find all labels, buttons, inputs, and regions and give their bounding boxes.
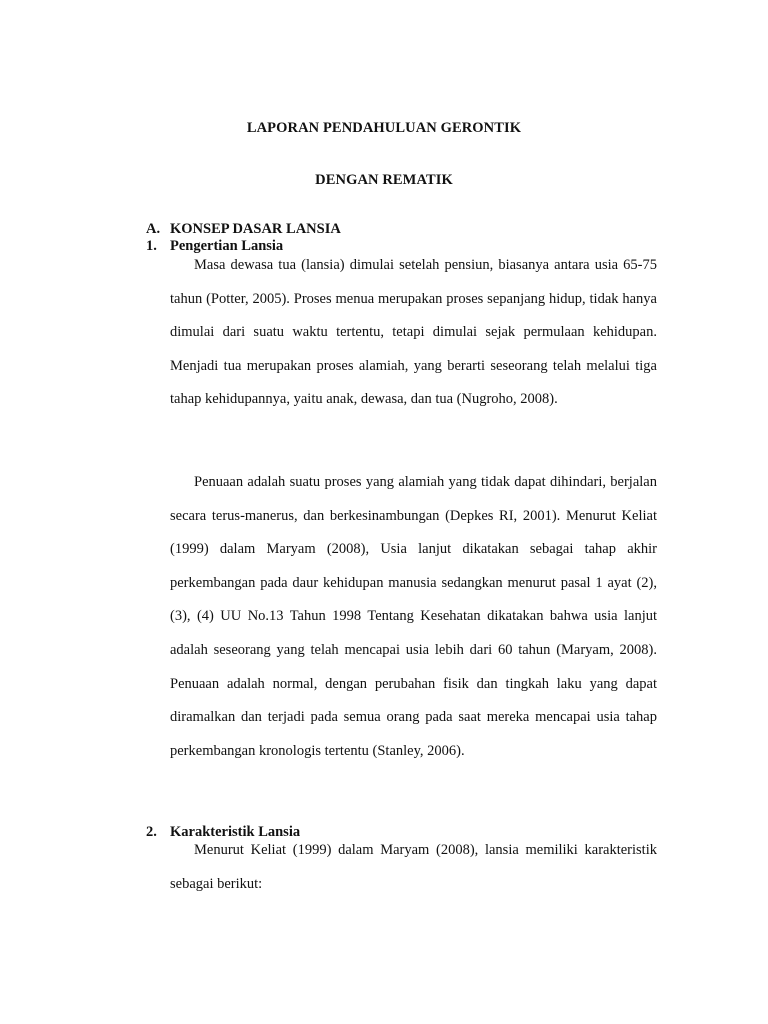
paragraph-pengertian-1: Masa dewasa tua (lansia) dimulai setelah pensiun, biasanya antara usia 65-75 tahun (Potter, 2005). Proses menua merupakan proses sepanjang hidup, tidak hanya dimulai dari suatu waktu tertentu, tetapi dimulai sejak permulaan kehidupan. Menjadi tua merupakan proses alamiah, yang berarti seseorang telah melalui tiga tahap kehidupannya, yaitu anak, dewasa, dan tua (Nugroho, 2008). (170, 257, 657, 408)
subsection-label: Pengertian Lansia (170, 238, 284, 254)
document-title: LAPORAN PENDAHULUAN GERONTIK (246, 120, 522, 136)
section-label: KONSEP DASAR LANSIA (170, 221, 341, 237)
subsection-number: 1. (146, 238, 157, 254)
document-subtitle: DENGAN REMATIK (315, 172, 453, 188)
section-heading-a (146, 221, 341, 238)
section-number: A. (146, 221, 161, 237)
paragraph-pengertian-2: Penuaan adalah suatu proses yang alamiah yang tidak dapat dihindari, berjalan secara terus-manerus, dan berkesinambungan (Depkes RI, 2001). Menurut Keliat (1999) dalam Maryam (2008), Usia lanjut dikatakan sebagai tahap akhir perkembangan pada daur kehidupan manusia sedangkan menurut pasal 1 ayat (2), (3), (4) UU No.13 Tahun 1998 Tentang Kesehatan dikatakan bahwa usia lanjut adalah seseorang yang telah mencapai usia lebih dari 60 tahun (Maryam, 2008). Penuaan adalah normal, dengan perubahan fisik dan tingkah laku yang dapat diramalkan dan terjadi pada semua orang pada saat mereka mencapai usia tahap perkembangan kronologis tertentu (Stanley, 2006). (170, 474, 657, 759)
subsection-number: 2. (146, 824, 157, 840)
subsection-label: Karakteristik Lansia (170, 824, 301, 840)
paragraph-karakteristik-1: Menurut Keliat (1999) dalam Maryam (2008), lansia memiliki karakteristik sebagai berikut: (170, 842, 657, 892)
